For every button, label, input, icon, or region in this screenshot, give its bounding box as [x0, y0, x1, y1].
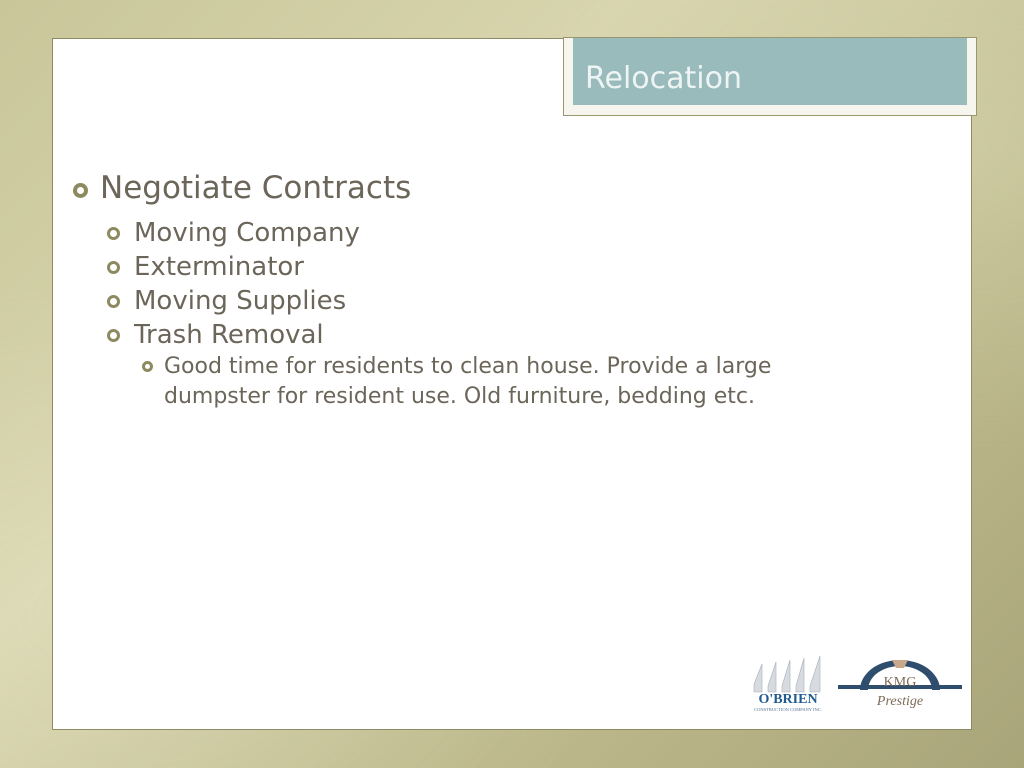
bullet-icon	[142, 361, 153, 372]
bullet-icon	[107, 261, 120, 274]
bullet-level2-item	[134, 250, 304, 284]
svg-text:Prestige: Prestige	[876, 694, 924, 709]
svg-text:KMG: KMG	[883, 675, 917, 690]
bullet-level1-item	[100, 169, 411, 207]
bullet-text: Good time for residents to clean house. Provide a large dumpster for resident use. Old furniture, bedding etc.	[164, 354, 772, 409]
kmg-prestige-logo	[838, 656, 962, 722]
bullet-level2-item	[134, 318, 324, 352]
bullet-text: Negotiate Contracts	[100, 170, 412, 206]
bullet-icon	[107, 329, 120, 342]
bullet-text: Moving Supplies	[134, 286, 347, 316]
bullet-level2-item	[134, 284, 346, 318]
bullet-text: Exterminator	[134, 252, 304, 282]
bullet-icon	[73, 183, 88, 198]
bullet-icon	[107, 295, 120, 308]
svg-text:CONSTRUCTION COMPANY INC.: CONSTRUCTION COMPANY INC.	[754, 707, 822, 712]
bullet-text: Trash Removal	[134, 320, 324, 350]
obrien-logo	[748, 656, 828, 714]
bullet-level2-item	[134, 216, 360, 250]
slide-title: Relocation	[585, 61, 742, 96]
bullet-icon	[107, 227, 120, 240]
bullet-level3-item	[164, 352, 884, 412]
svg-text:O'BRIEN: O'BRIEN	[758, 692, 818, 707]
bullet-text: Moving Company	[134, 218, 360, 248]
